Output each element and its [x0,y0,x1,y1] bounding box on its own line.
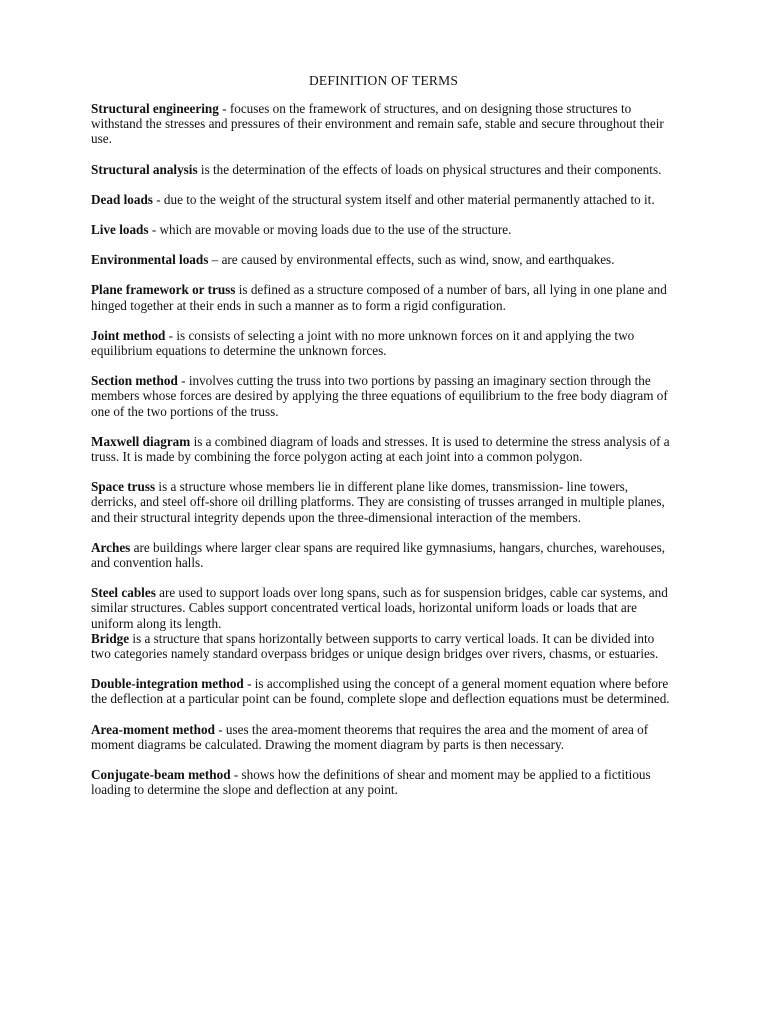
definition-entry [91,585,676,631]
definition-term: Space truss [91,479,156,495]
definition-text: is a structure that spans horizontally between supports to carry vertical loads. It can be divided into two categories namely standard overpass bridges or unique design bridges over rivers, chasms, or estuaries. [91,630,659,662]
definition-text: are buildings where larger clear spans are required like gymnasiums, hangars, churches, warehouses, and convention halls. [91,539,666,571]
definition-text: is a structure whose members lie in different plane like domes, transmission- line towers, derricks, and steel off-shore oil drilling platforms. They are consisting of trusses arranged in multiple planes, and their structural integrity depends upon the three-dimensional interaction of the members. [91,479,665,525]
definition-entry [91,631,676,661]
definition-entry [91,282,676,312]
definition-text: - focuses on the framework of structures, and on designing those structures to withstand the stresses and pressures of their environment and remain safe, stable and secure throughout their use. [91,101,664,147]
definition-entry [91,676,676,706]
definition-text: - is accomplished using the concept of a general moment equation where before the deflection at a particular point can be found, complete slope and deflection equations must be determined. [91,676,670,707]
definition-text: - due to the weight of the structural system itself and other material permanently attached to it. [152,191,655,207]
definition-term: Maxwell diagram [91,433,191,449]
definition-entry [91,767,676,797]
definition-text: - which are movable or moving loads due to the use of the structure. [148,222,512,238]
definition-entry [91,222,676,237]
definition-entry [91,722,676,752]
definition-term: Environmental loads [91,252,209,268]
definition-term: Area-moment method [91,721,215,737]
definition-text: is a combined diagram of loads and stresses. It is used to determine the stress analysis of a truss. It is made by combining the force polygon acting at each joint into a common polygon. [91,433,670,465]
definition-term: Plane framework or truss [91,282,236,298]
definition-term: Arches [91,539,131,555]
definition-entry [91,101,676,147]
definition-entry [91,328,676,358]
definition-term: Section method [91,373,178,389]
document-title: DEFINITION OF TERMS [308,73,459,88]
definition-text: - uses the area-moment theorems that requires the area and the moment of area of moment diagrams be calculated. Drawing the moment diagram by parts is then necessary. [91,721,649,752]
definition-entry [91,252,676,267]
definition-text: - is consists of selecting a joint with no more unknown forces on it and applying the two equilibrium equations to determine the unknown forces. [91,327,635,359]
definition-entry [91,434,676,464]
definition-entry [91,162,676,177]
definition-text: - shows how the definitions of shear and moment may be applied to a fictitious loading to determine the slope and deflection at any point. [91,767,651,798]
definition-term: Joint method [91,327,166,343]
definition-term: Dead loads [91,191,153,207]
definition-text: are used to support loads over long spans, such as for suspension bridges, cable car systems, and similar structures. Cables support concentrated vertical loads, horizontal uniform loads or loads that are uniform along its length. [91,585,668,631]
definition-text: - involves cutting the truss into two portions by passing an imaginary section through the members whose forces are desired by applying the three equations of equilibrium to the free body diagram of one of the two portions of the truss. [91,373,668,419]
definition-term: Steel cables [91,585,156,601]
definition-term: Structural engineering [91,101,219,116]
definition-text: – are caused by environmental effects, such as wind, snow, and earthquakes. [208,252,615,268]
definition-term: Double-integration method [91,676,244,692]
definition-entry [91,192,676,207]
definition-text: is the determination of the effects of loads on physical structures and their components. [197,161,662,177]
definition-entry [91,540,676,570]
definition-term: Live loads [91,222,149,238]
definition-entry [91,479,676,525]
definition-term: Conjugate-beam method [91,767,231,783]
definition-term: Structural analysis [91,161,198,177]
definition-entry [91,373,676,419]
definition-text: is defined as a structure composed of a number of bars, all lying in one plane and hinged together at their ends in such a manner as to form a rigid configuration. [91,282,667,313]
definition-term: Bridge [91,630,130,646]
